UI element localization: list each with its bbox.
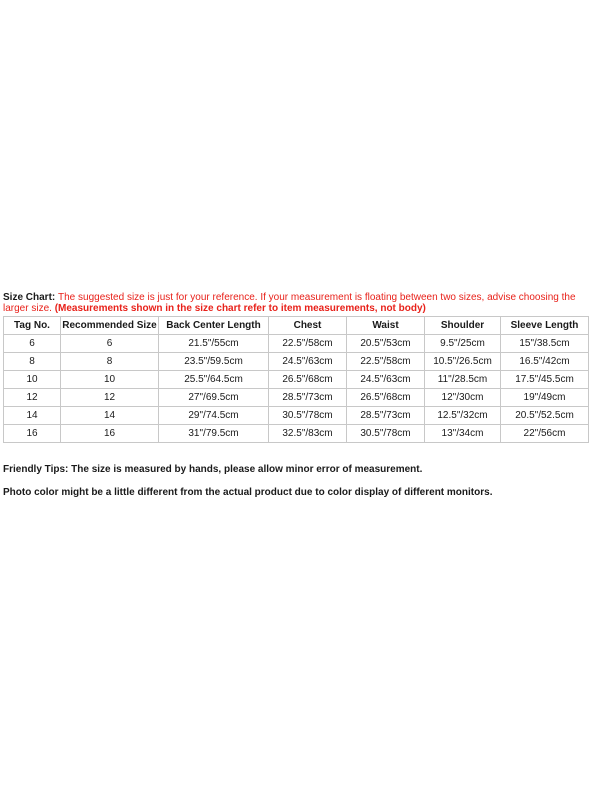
table-row (4, 371, 589, 389)
cell-tag-no: 16 (4, 425, 61, 443)
header-shoulder: Shoulder (425, 317, 501, 335)
cell-chest: 22.5"/58cm (269, 335, 347, 353)
header-recommended-size: Recommended Size (61, 317, 159, 335)
cell-waist: 26.5"/68cm (347, 389, 425, 407)
cell-back-center-length: 21.5"/55cm (159, 335, 269, 353)
size-chart-label: Size Chart (3, 292, 52, 303)
friendly-tips: Friendly Tips: The size is measured by hands, please allow minor error of measurement. (3, 464, 423, 475)
cell-back-center-length: 23.5"/59.5cm (159, 353, 269, 371)
cell-recommended-size: 10 (61, 371, 159, 389)
table-header-row (4, 317, 589, 335)
table-row (4, 407, 589, 425)
header-tag-no: Tag No. (4, 317, 61, 335)
cell-chest: 32.5"/83cm (269, 425, 347, 443)
cell-sleeve-length: 17.5"/45.5cm (501, 371, 589, 389)
cell-tag-no: 8 (4, 353, 61, 371)
cell-waist: 30.5"/78cm (347, 425, 425, 443)
cell-sleeve-length: 20.5"/52.5cm (501, 407, 589, 425)
cell-tag-no: 14 (4, 407, 61, 425)
cell-waist: 20.5"/53cm (347, 335, 425, 353)
cell-recommended-size: 8 (61, 353, 159, 371)
header-sleeve-length: Sleeve Length (501, 317, 589, 335)
cell-tag-no: 12 (4, 389, 61, 407)
cell-shoulder: 11"/28.5cm (425, 371, 501, 389)
size-chart-intro (3, 292, 599, 314)
size-chart-bold-note: (Measurements shown in the size chart refer to item measurements, not body) (54, 303, 426, 314)
cell-tag-no: 6 (4, 335, 61, 353)
cell-recommended-size: 6 (61, 335, 159, 353)
cell-sleeve-length: 19"/49cm (501, 389, 589, 407)
cell-shoulder: 9.5"/25cm (425, 335, 501, 353)
size-table (3, 316, 589, 443)
cell-shoulder: 13"/34cm (425, 425, 501, 443)
cell-waist: 28.5"/73cm (347, 407, 425, 425)
table-row (4, 389, 589, 407)
cell-recommended-size: 16 (61, 425, 159, 443)
table-row (4, 335, 589, 353)
cell-shoulder: 10.5"/26.5cm (425, 353, 501, 371)
cell-sleeve-length: 22"/56cm (501, 425, 589, 443)
cell-recommended-size: 12 (61, 389, 159, 407)
size-chart-note: The suggested size is just for your reference. If your measurement is floating between two sizes, advise choosing the larger size. (3, 292, 576, 314)
size-chart-colon: : (51, 292, 59, 303)
photo-color-note: Photo color might be a little different from the actual product due to color display of different monitors. (3, 487, 493, 498)
cell-chest: 26.5"/68cm (269, 371, 347, 389)
cell-shoulder: 12"/30cm (425, 389, 501, 407)
cell-waist: 22.5"/58cm (347, 353, 425, 371)
header-back-center-length: Back Center Length (159, 317, 269, 335)
cell-recommended-size: 14 (61, 407, 159, 425)
table-row (4, 353, 589, 371)
cell-tag-no: 10 (4, 371, 61, 389)
cell-chest: 24.5"/63cm (269, 353, 347, 371)
table-row (4, 425, 589, 443)
header-chest: Chest (269, 317, 347, 335)
cell-shoulder: 12.5"/32cm (425, 407, 501, 425)
cell-sleeve-length: 16.5"/42cm (501, 353, 589, 371)
cell-chest: 28.5"/73cm (269, 389, 347, 407)
cell-back-center-length: 31"/79.5cm (159, 425, 269, 443)
header-waist: Waist (347, 317, 425, 335)
cell-chest: 30.5"/78cm (269, 407, 347, 425)
cell-waist: 24.5"/63cm (347, 371, 425, 389)
cell-back-center-length: 25.5"/64.5cm (159, 371, 269, 389)
size-chart-section (3, 292, 599, 498)
cell-sleeve-length: 15"/38.5cm (501, 335, 589, 353)
cell-back-center-length: 27"/69.5cm (159, 389, 269, 407)
cell-back-center-length: 29"/74.5cm (159, 407, 269, 425)
